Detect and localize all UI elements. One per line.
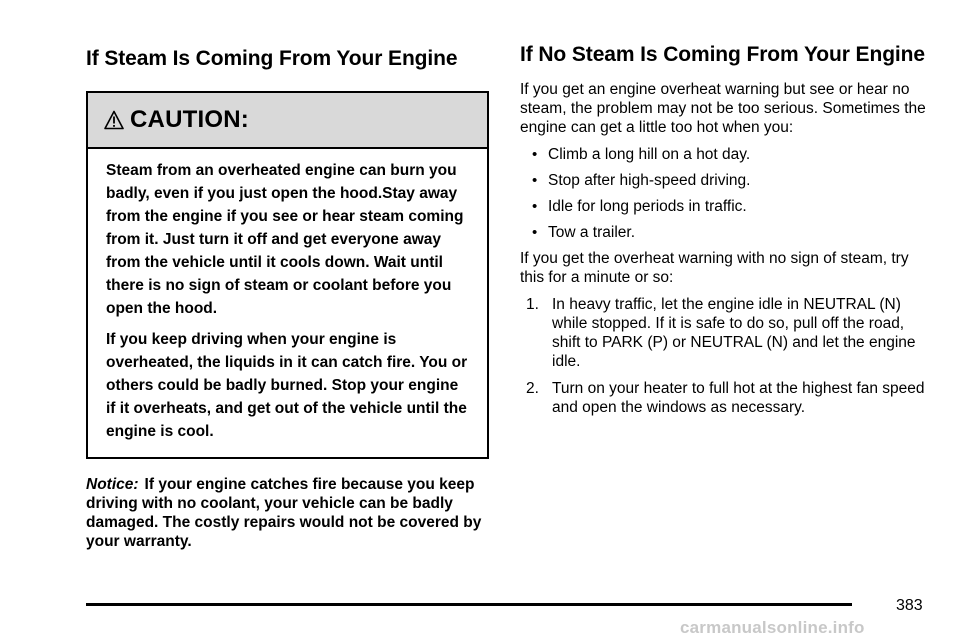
steps-intro: If you get the overheat warning with no sign of steam, try this for a minute or so: (520, 250, 909, 286)
notice-label: Notice: (86, 476, 139, 493)
page-number: 383 (896, 597, 923, 614)
conditions-list (520, 145, 930, 242)
list-item: • Stop after high-speed driving. (520, 171, 930, 190)
caution-paragraph: Steam from an overheated engine can burn you badly, even if you just open the hood.Stay away from the engine if you see or hear steam coming from it. Just turn it off and get everyone away from the vehicle until it cools down. Wait until there is no sign of steam or coolant before you open the hood. (106, 162, 464, 317)
section-heading-steam: If Steam Is Coming From Your Engine (86, 47, 458, 70)
caution-title: CAUTION: (130, 106, 249, 133)
step-item (520, 379, 930, 417)
step-text: Turn on your heater to full hot at the highest fan speed and open the windows as necessary. (552, 380, 925, 416)
caution-box (86, 91, 489, 459)
steps-list (520, 295, 930, 417)
right-column (520, 42, 930, 425)
caution-body (88, 149, 487, 457)
step-item (520, 295, 930, 371)
list-item: • Tow a trailer. (520, 223, 930, 242)
notice (86, 475, 489, 551)
notice-text: If your engine catches fire because you keep driving with no coolant, your vehicle can be badly damaged. The costly repairs would not be covered by your warranty. (86, 476, 482, 550)
footer-rule (86, 603, 852, 606)
left-column (86, 42, 489, 551)
warning-triangle-icon (104, 110, 124, 130)
step-number: 2. (526, 380, 539, 397)
list-item: • Idle for long periods in traffic. (520, 197, 930, 216)
step-text: In heavy traffic, let the engine idle in NEUTRAL (N) while stopped. If it is safe to do so, pull off the road, shift to PARK (P) or NEUTRAL (N) and let the engine idle. (552, 296, 916, 370)
intro-paragraph: If you get an engine overheat warning but see or hear no steam, the problem may not be too serious. Sometimes the engine can get a little too hot when you: (520, 81, 926, 136)
section-heading-no-steam: If No Steam Is Coming From Your Engine (520, 43, 925, 66)
caution-header (88, 93, 487, 149)
list-item: • Climb a long hill on a hot day. (520, 145, 930, 164)
caution-paragraph: If you keep driving when your engine is overheated, the liquids in it can catch fire. You or others could be badly burned. Stop your engine if it overheats, and get out of the vehicle until the engine is cool. (106, 331, 468, 440)
step-number: 1. (526, 296, 539, 313)
watermark: carmanualsonline.info (680, 618, 865, 637)
